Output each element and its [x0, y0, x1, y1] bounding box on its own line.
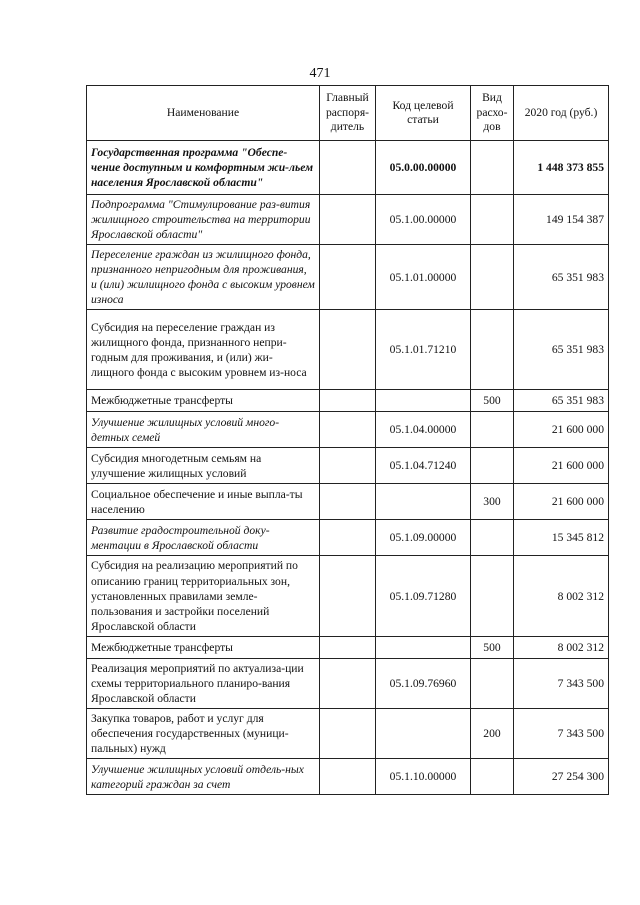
- table-row: [87, 195, 609, 245]
- row-admin-cell: [320, 708, 376, 758]
- row-code-cell: 05.0.00.00000: [376, 141, 471, 195]
- row-type-cell: 500: [471, 390, 514, 412]
- row-type-cell: [471, 245, 514, 310]
- row-code-cell: [376, 390, 471, 412]
- row-type-cell: [471, 141, 514, 195]
- row-type-cell: 300: [471, 484, 514, 520]
- header-amount: 2020 год (руб.): [514, 86, 609, 141]
- row-name-cell: Субсидия на переселение граждан из жилищного фонда, признанного непри-годным для проживания, и (или) жи-лищного фонда с высоким уровнем из-носа: [87, 310, 320, 390]
- table-row: [87, 636, 609, 658]
- row-admin-cell: [320, 195, 376, 245]
- row-code-cell: 05.1.09.00000: [376, 520, 471, 556]
- table-row: [87, 310, 609, 390]
- header-admin: Главный распоря-дитель: [320, 86, 376, 141]
- row-amount-cell: 8 002 312: [514, 636, 609, 658]
- row-amount-cell: 27 254 300: [514, 759, 609, 795]
- row-admin-cell: [320, 412, 376, 448]
- row-admin-cell: [320, 520, 376, 556]
- row-name-cell: Реализация мероприятий по актуализа-ции схемы территориального планиро-вания Ярославской области: [87, 658, 320, 708]
- row-admin-cell: [320, 310, 376, 390]
- table-row: [87, 708, 609, 758]
- table-row: [87, 390, 609, 412]
- row-admin-cell: [320, 390, 376, 412]
- row-amount-cell: 15 345 812: [514, 520, 609, 556]
- row-admin-cell: [320, 141, 376, 195]
- row-admin-cell: [320, 636, 376, 658]
- row-name-cell: Переселение граждан из жилищного фонда, признанного непригодным для проживания, и (или) жилищного фонда с высоким уровнем износа: [87, 245, 320, 310]
- row-name-cell: Субсидия многодетным семьям на улучшение жилищных условий: [87, 448, 320, 484]
- table-row: [87, 448, 609, 484]
- row-name-cell: Межбюджетные трансферты: [87, 390, 320, 412]
- row-admin-cell: [320, 759, 376, 795]
- page-number: 471: [309, 66, 331, 81]
- row-admin-cell: [320, 448, 376, 484]
- table-row: [87, 141, 609, 195]
- row-amount-cell: 65 351 983: [514, 390, 609, 412]
- budget-table: [86, 85, 609, 795]
- row-code-cell: 05.1.01.71210: [376, 310, 471, 390]
- row-code-cell: 05.1.00.00000: [376, 195, 471, 245]
- table-row: [87, 759, 609, 795]
- row-code-cell: 05.1.09.76960: [376, 658, 471, 708]
- row-code-cell: 05.1.10.00000: [376, 759, 471, 795]
- row-type-cell: [471, 448, 514, 484]
- row-type-cell: [471, 759, 514, 795]
- table-row: [87, 658, 609, 708]
- row-type-cell: 200: [471, 708, 514, 758]
- header-name: Наименование: [87, 86, 320, 141]
- row-code-cell: [376, 484, 471, 520]
- table-row: [87, 484, 609, 520]
- row-amount-cell: 7 343 500: [514, 708, 609, 758]
- row-code-cell: [376, 708, 471, 758]
- row-type-cell: [471, 195, 514, 245]
- table-header-row: [87, 86, 609, 141]
- row-name-cell: Субсидия на реализацию мероприятий по описанию границ территориальных зон, установленных правилами земле-пользования и застройки поселений Ярославской области: [87, 556, 320, 636]
- header-type: Вид расхо-дов: [471, 86, 514, 141]
- header-code: Код целевой статьи: [376, 86, 471, 141]
- row-amount-cell: 8 002 312: [514, 556, 609, 636]
- row-amount-cell: 21 600 000: [514, 448, 609, 484]
- row-name-cell: Улучшение жилищных условий много-детных семей: [87, 412, 320, 448]
- row-type-cell: [471, 412, 514, 448]
- row-type-cell: 500: [471, 636, 514, 658]
- row-type-cell: [471, 520, 514, 556]
- row-type-cell: [471, 310, 514, 390]
- row-amount-cell: 21 600 000: [514, 484, 609, 520]
- row-type-cell: [471, 658, 514, 708]
- row-amount-cell: 65 351 983: [514, 245, 609, 310]
- row-name-cell: Развитие градостроительной доку-ментации в Ярославской области: [87, 520, 320, 556]
- row-code-cell: 05.1.04.71240: [376, 448, 471, 484]
- row-code-cell: 05.1.04.00000: [376, 412, 471, 448]
- table-row: [87, 245, 609, 310]
- row-admin-cell: [320, 245, 376, 310]
- row-code-cell: 05.1.01.00000: [376, 245, 471, 310]
- row-name-cell: Государственная программа "Обеспе-чение доступным и комфортным жи-льем населения Ярославской области": [87, 141, 320, 195]
- row-name-cell: Закупка товаров, работ и услуг для обеспечения государственных (муници-пальных) нужд: [87, 708, 320, 758]
- row-type-cell: [471, 556, 514, 636]
- row-amount-cell: 65 351 983: [514, 310, 609, 390]
- row-amount-cell: 1 448 373 855: [514, 141, 609, 195]
- row-code-cell: 05.1.09.71280: [376, 556, 471, 636]
- row-amount-cell: 149 154 387: [514, 195, 609, 245]
- table-row: [87, 556, 609, 636]
- row-code-cell: [376, 636, 471, 658]
- table-body: [87, 141, 609, 795]
- row-name-cell: Улучшение жилищных условий отдель-ных категорий граждан за счет: [87, 759, 320, 795]
- table-row: [87, 520, 609, 556]
- row-name-cell: Подпрограмма "Стимулирование раз-вития жилищного строительства на территории Ярославской области": [87, 195, 320, 245]
- row-amount-cell: 7 343 500: [514, 658, 609, 708]
- row-name-cell: Межбюджетные трансферты: [87, 636, 320, 658]
- row-admin-cell: [320, 484, 376, 520]
- row-admin-cell: [320, 556, 376, 636]
- table-row: [87, 412, 609, 448]
- row-name-cell: Социальное обеспечение и иные выпла-ты населению: [87, 484, 320, 520]
- row-amount-cell: 21 600 000: [514, 412, 609, 448]
- row-admin-cell: [320, 658, 376, 708]
